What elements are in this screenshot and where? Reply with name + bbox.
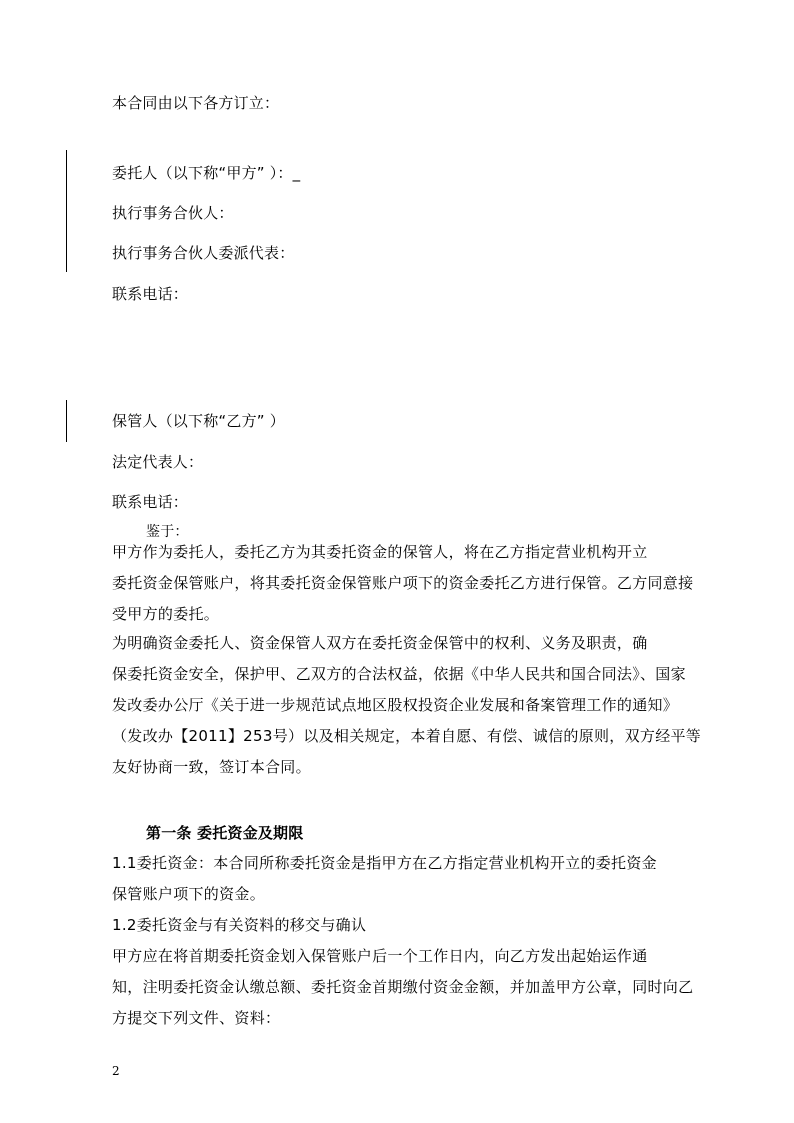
text-line: 1.1委托资金：本合同所称委托资金是指甲方在乙方指定营业机构开立的委托资金 — [112, 854, 657, 872]
party-a-partner: 执行事务合伙人： — [112, 204, 234, 222]
revision-bar — [66, 150, 67, 272]
text-line: 方提交下列文件、资料： — [112, 1009, 281, 1027]
text-line: （发改办【2011】253号）以及相关规定，本着自愿、有偿、诚信的原则，双方经平等 — [112, 727, 702, 745]
revision-bar — [66, 400, 67, 442]
article-1-section-1 — [112, 848, 702, 1034]
party-b-phone: 联系电话： — [112, 493, 189, 511]
article-1-title: 第一条 委托资金及期限 — [146, 824, 304, 842]
party-b-legal-rep: 法定代表人： — [112, 453, 204, 471]
text-line: 保管账户项下的资金。 — [112, 885, 266, 903]
intro-line: 本合同由以下各方订立： — [112, 94, 280, 112]
text-line: 为明确资金委托人、资金保管人双方在委托资金保管中的权利、义务及职责，确 — [112, 634, 648, 652]
text-line: 发改委办公厅《关于进一步规范试点地区股权投资企业发展和备案管理工作的通知》 — [112, 696, 679, 714]
section-heading: 1.2委托资金与有关资料的移交与确认 — [112, 916, 367, 934]
text-line: 知，注明委托资金认缴总额、委托资金首期缴付资金金额，并加盖甲方公章，同时向乙 — [112, 978, 694, 996]
text-line: 受甲方的委托。 — [112, 605, 220, 623]
page-number: 2 — [112, 1064, 120, 1078]
party-a-phone: 联系电话： — [112, 285, 189, 303]
text-line: 委托资金保管账户，将其委托资金保管账户项下的资金委托乙方进行保管。乙方同意接 — [112, 574, 694, 592]
text-line: 甲方作为委托人，委托乙方为其委托资金的保管人，将在乙方指定营业机构开立 — [112, 543, 648, 561]
whereas-paragraph-1 — [112, 537, 702, 630]
whereas-heading: 鉴于： — [146, 524, 189, 540]
party-a-rep: 执行事务合伙人委派代表： — [112, 244, 295, 262]
text-line: 甲方应在将首期委托资金划入保管账户后一个工作日内，向乙方发出起始运作通 — [112, 947, 648, 965]
party-b-title: 保管人（以下称“乙方” ） — [112, 412, 285, 430]
text-line: 保委托资金安全，保护甲、乙双方的合法权益，依据《中华人民共和国合同法》、国家 — [112, 665, 686, 683]
party-a-title: 委托人（以下称“甲方” ）：_ — [112, 164, 301, 182]
whereas-paragraph-2 — [112, 628, 702, 783]
text-line: 友好协商一致，签订本合同。 — [112, 758, 311, 776]
